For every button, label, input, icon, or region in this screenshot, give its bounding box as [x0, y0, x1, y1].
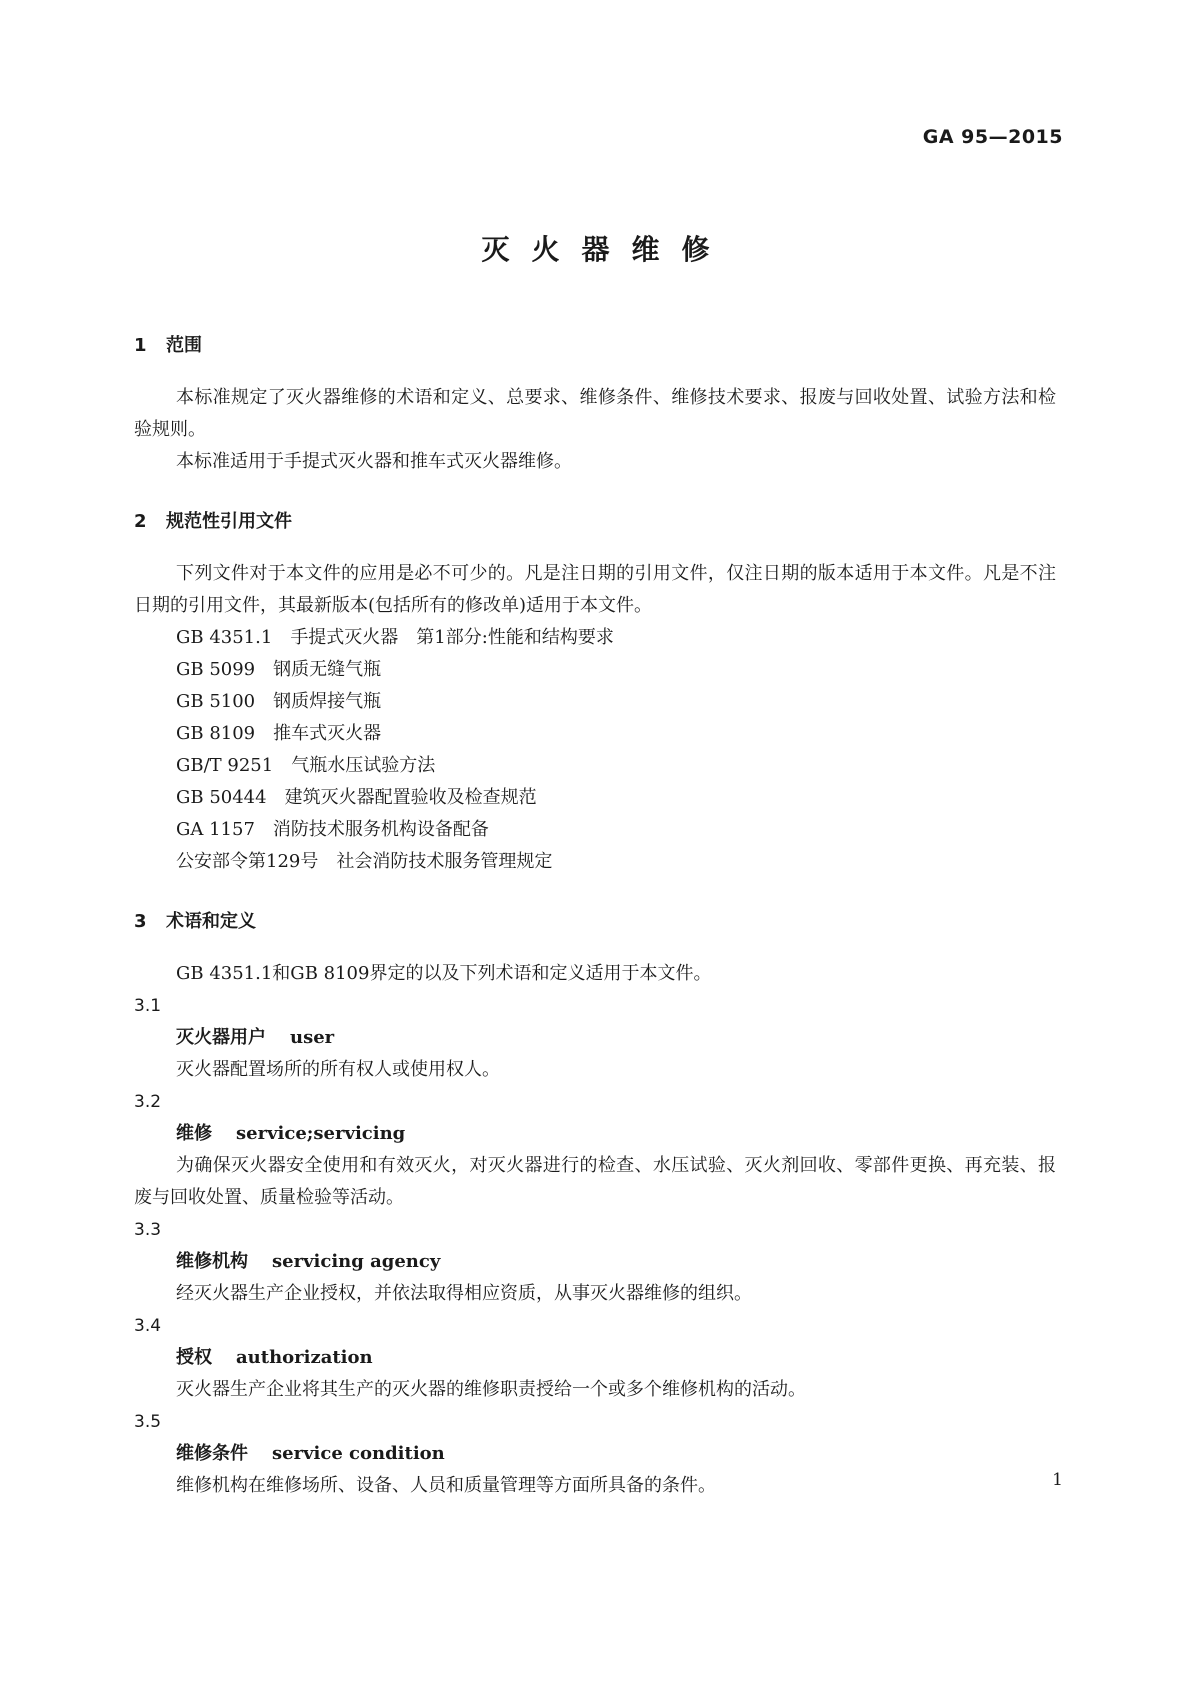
reference-code: GB 4351.1: [176, 627, 273, 648]
reference-code: GB 5100: [176, 691, 256, 712]
term-heading: [176, 1118, 1056, 1150]
term-zh: 授权: [176, 1347, 212, 1368]
term-definition: 灭火器生产企业将其生产的灭火器的维修职责授给一个或多个维修机构的活动。: [176, 1379, 806, 1400]
paragraph: 本标准规定了灭火器维修的术语和定义、总要求、维修条件、维修技术要求、报废与回收处置、试验方法和检验规则。: [134, 387, 1056, 440]
section-heading-terms-and-definitions: [134, 906, 1056, 938]
term-heading: [176, 1438, 1056, 1470]
reference-item: [176, 782, 1056, 814]
term-en: authorization: [236, 1347, 373, 1368]
term-number: 3.2: [134, 1092, 162, 1112]
page-number: 1: [1052, 1470, 1063, 1490]
reference-item: [176, 622, 1056, 654]
reference-title: 建筑灭火器配置验收及检查规范: [284, 787, 537, 808]
reference-title: 钢质无缝气瓶: [273, 659, 382, 680]
term-definition: 为确保灭火器安全使用和有效灭火，对灭火器进行的检查、水压试验、灭火剂回收、零部件更换、再充装、报废与回收处置、质量检验等活动。: [134, 1155, 1056, 1208]
term-heading: [176, 1022, 1056, 1054]
term-number: 3.5: [134, 1412, 162, 1432]
standard-code: GA 95—2015: [922, 126, 1063, 148]
term-number: 3.1: [134, 996, 162, 1016]
term-zh: 灭火器用户: [176, 1027, 266, 1048]
section-number: 3: [134, 911, 147, 932]
section-heading-normative-references: [134, 506, 1056, 538]
reference-title: 推车式灭火器: [273, 723, 382, 744]
reference-code: GB 5099: [176, 659, 256, 680]
reference-title: 钢质焊接气瓶: [273, 691, 382, 712]
term-en: servicing agency: [272, 1251, 441, 1272]
reference-item: [176, 750, 1056, 782]
reference-item: [176, 846, 1056, 878]
term-number: 3.4: [134, 1316, 162, 1336]
section-number: 2: [134, 511, 147, 532]
paragraph: 本标准适用于手提式灭火器和推车式灭火器维修。: [176, 451, 572, 472]
term-en: service condition: [272, 1443, 445, 1464]
reference-code: GB 50444: [176, 787, 267, 808]
reference-code: GB 8109: [176, 723, 256, 744]
term-number: 3.3: [134, 1220, 162, 1240]
reference-code: GB/T 9251: [176, 755, 274, 776]
term-heading: [176, 1246, 1056, 1278]
reference-code: GA 1157: [176, 819, 255, 840]
term-heading: [176, 1342, 1056, 1374]
reference-item: [176, 686, 1056, 718]
term-entry: [134, 1406, 1056, 1502]
section-number: 1: [134, 335, 147, 356]
section-title: 术语和定义: [166, 911, 256, 932]
reference-item: [176, 718, 1056, 750]
section-heading-scope: [134, 330, 1056, 362]
term-definition: 维修机构在维修场所、设备、人员和质量管理等方面所具备的条件。: [176, 1475, 716, 1496]
term-entry: [134, 990, 1056, 1086]
section-title: 规范性引用文件: [166, 511, 292, 532]
reference-code: 公安部令第129号: [176, 851, 319, 872]
reference-item: [176, 814, 1056, 846]
reference-title: 手提式灭火器 第1部分:性能和结构要求: [290, 627, 614, 648]
document-body: [134, 330, 1056, 1502]
term-zh: 维修机构: [176, 1251, 248, 1272]
term-entry: [134, 1214, 1056, 1310]
reference-title: 社会消防技术服务管理规定: [336, 851, 553, 872]
term-definition: 经灭火器生产企业授权，并依法取得相应资质，从事灭火器维修的组织。: [176, 1283, 752, 1304]
term-zh: 维修: [176, 1123, 212, 1144]
paragraph: 下列文件对于本文件的应用是必不可少的。凡是注日期的引用文件，仅注日期的版本适用于本文件。凡是不注日期的引用文件，其最新版本(包括所有的修改单)适用于本文件。: [134, 563, 1056, 616]
term-zh: 维修条件: [176, 1443, 248, 1464]
section-title: 范围: [166, 335, 202, 356]
reference-title: 消防技术服务机构设备配备: [272, 819, 489, 840]
reference-title: 气瓶水压试验方法: [291, 755, 436, 776]
reference-item: [176, 654, 1056, 686]
term-entry: [134, 1086, 1056, 1214]
term-en: service;servicing: [236, 1123, 406, 1144]
term-en: user: [290, 1027, 335, 1048]
term-entry: [134, 1310, 1056, 1406]
paragraph: GB 4351.1和GB 8109界定的以及下列术语和定义适用于本文件。: [176, 963, 712, 984]
term-definition: 灭火器配置场所的所有权人或使用权人。: [176, 1059, 500, 1080]
document-title: 灭火器维修: [481, 233, 732, 266]
